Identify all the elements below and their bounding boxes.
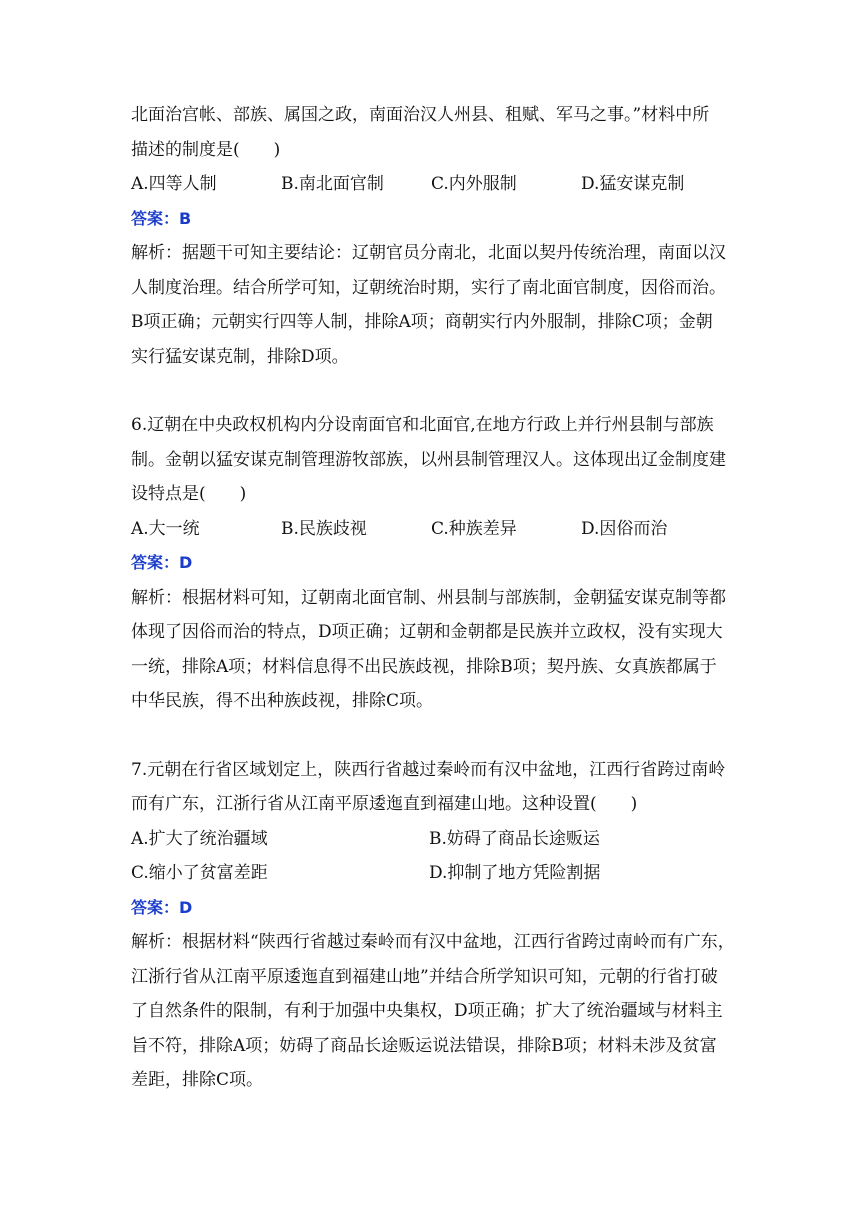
question-stem-line: 描述的制度是( ) [131,139,281,160]
option-a: A.扩大了统治疆域 [131,828,268,849]
options-row [131,512,741,547]
analysis-line: 解析：根据材料“陕西行省越过秦岭而有汉中盆地，江西行省跨过南岭而有广东， [131,932,735,952]
analysis-line: 解析：据题干可知主要结论：辽朝官员分南北，北面以契丹传统治理，南面以汉 [131,243,726,263]
options-row [131,856,741,891]
question-stem-line: 而有广东，江浙行省从江南平原逶迤直到福建山地。这种设置( ) [131,794,638,814]
analysis-line: 人制度治理。结合所学可知，辽朝统治时期，实行了南北面官制度，因俗而治。 [131,277,726,298]
analysis-line: B项正确；元朝实行四等人制，排除A项；商朝实行内外服制，排除C项；金朝 [131,312,713,332]
analysis-line: 实行猛安谋克制，排除D项。 [131,346,349,367]
answer-label: 答案：D [131,553,193,572]
option-d: D.抑制了地方凭险割据 [429,863,601,883]
analysis-line: 体现了因俗而治的特点，D项正确；辽朝和金朝都是民族并立政权，没有实现大 [131,622,723,642]
option-c: C.内外服制 [431,174,517,194]
analysis-line: 差距，排除C项。 [131,1070,264,1090]
question-stem-line: 6.辽朝在中央政权机构内分设南面官和北面官,在地方行政上并行州县制与部族 [131,415,714,435]
question-stem-line: 北面治宫帐、部族、属国之政，南面治汉人州县、租赋、军马之事。”材料中所 [131,105,710,125]
option-a: A.四等人制 [131,174,217,194]
option-d: D.因俗而治 [581,518,668,539]
answer-label: 答案：D [131,897,193,917]
spacer [131,374,741,408]
analysis-line: 旨不符，排除A项；妨碍了商品长途贩运说法错误，排除B项；材料未涉及贫富 [131,1035,717,1056]
option-c: C.缩小了贫富差距 [131,863,268,883]
option-c: C.种族差异 [431,518,517,539]
question-stem-line: 7.元朝在行省区域划定上，陕西行省越过秦岭而有汉中盆地，江西行省跨过南岭 [131,759,726,780]
question-stem-line: 制。金朝以猛安谋克制管理游牧部族，以州县制管理汉人。这体现出辽金制度建 [131,449,726,470]
spacer [131,719,741,753]
analysis-line: 了自然条件的限制，有利于加强中央集权，D项正确；扩大了统治疆域与材料主 [131,1001,723,1021]
option-b: B.民族歧视 [281,518,367,539]
option-a: A.大一统 [131,518,200,539]
document-content [131,98,741,1098]
option-d: D.猛安谋克制 [581,174,685,194]
option-b: B.妨碍了商品长途贩运 [429,828,600,849]
question-6 [131,408,741,719]
analysis-line: 解析：根据材料可知，辽朝南北面官制、州县制与部族制，金朝猛安谋克制等都 [131,587,726,608]
answer-label: 答案：B [131,208,192,228]
options-row [131,167,741,202]
question-7 [131,753,741,1098]
option-b: B.南北面官制 [281,174,384,194]
question-5 [131,98,741,374]
analysis-line: 江浙行省从江南平原逶迤直到福建山地”并结合所学知识可知，元朝的行省打破 [131,966,718,987]
analysis-line: 中华民族，得不出种族歧视，排除C项。 [131,691,434,711]
analysis-line: 一统，排除A项；材料信息得不出民族歧视，排除B项；契丹族、女真族都属于 [131,656,717,677]
question-stem-line: 设特点是( ) [131,484,247,504]
options-row [131,822,741,857]
